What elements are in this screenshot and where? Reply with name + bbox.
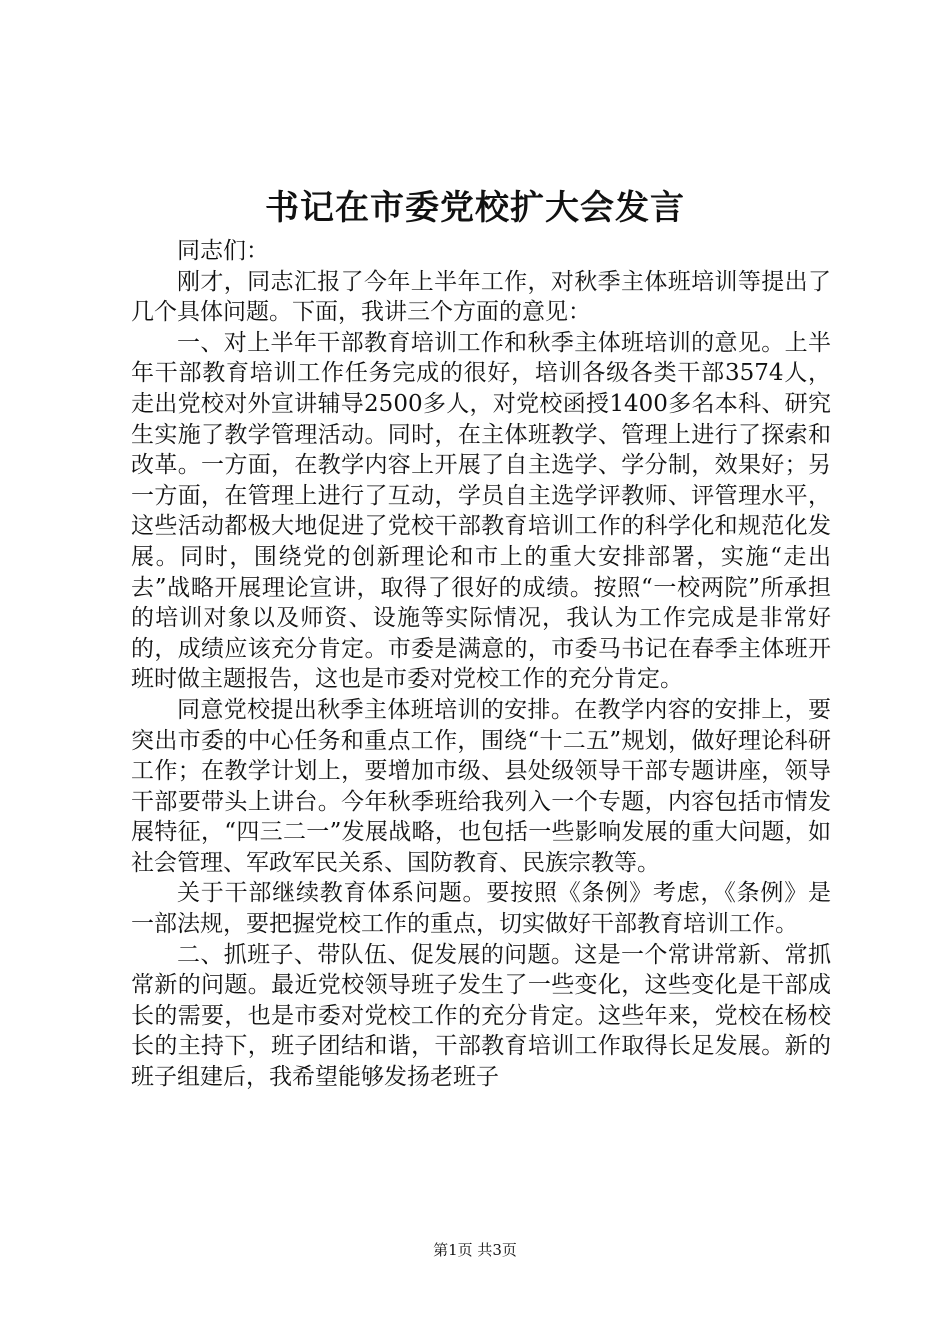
document-title: 书记在市委党校扩大会发言 <box>265 188 685 228</box>
paragraph-greeting: 同志们： <box>177 238 269 264</box>
paragraph-intro: 刚才，同志汇报了今年上半年工作，对秋季主体班培训等提出了几个具体问题。下面，我讲三个方面的意见： <box>131 268 831 326</box>
document-body <box>131 236 831 1093</box>
paragraph-continuing-education: 关于干部继续教育体系问题。要按照《条例》考虑，《条例》是一部法规，要把握党校工作的重点，切实做好干部教育培训工作。 <box>131 880 831 938</box>
paragraph-section-two: 二、抓班子、带队伍、促发展的问题。这是一个常讲常新、常抓常新的问题。最近党校领导班子发生了一些变化，这些变化是干部成长的需要，也是市委对党校工作的充分肯定。这些年来，党校在杨校长的主持下，班子团结和谐，干部教育培训工作取得长足发展。新的班子组建后，我希望能够发扬老班子 <box>131 941 831 1091</box>
paragraph-section-one: 一、对上半年干部教育培训工作和秋季主体班培训的意见。上半年干部教育培训工作任务完成的很好，培训各级各类干部3574人，走出党校对外宣讲辅导2500多人，对党校函授1400多名本科、研究生实施了教学管理活动。同时，在主体班教学、管理上进行了探索和改革。一方面，在教学内容上开展了自主选学、学分制，效果好；另一方面，在管理上进行了互动，学员自主选学评教师、评管理水平，这些活动都极大地促进了党校干部教育培训工作的科学化和规范化发展。同时，围绕党的创新理论和市上的重大安排部署，实施“走出去”战略开展理论宣讲，取得了很好的成绩。按照“一校两院”所承担的培训对象以及师资、设施等实际情况，我认为工作完成是非常好的，成绩应该充分肯定。市委是满意的，市委马书记在春季主体班开班时做主题报告，这也是市委对党校工作的充分肯定。 <box>131 329 831 693</box>
page-number-footer: 第1页 共3页 <box>433 1241 517 1259</box>
paragraph-autumn-training: 同意党校提出秋季主体班培训的安排。在教学内容的安排上，要突出市委的中心任务和重点工作，围绕“十二五”规划，做好理论科研工作；在教学计划上，要增加市级、县处级领导干部专题讲座，领导干部要带头上讲台。今年秋季班给我列入一个专题，内容包括市情发展特征，“四三二一”发展战略，也包括一些影响发展的重大问题，如社会管理、军政军民关系、国防教育、民族宗教等。 <box>131 696 831 876</box>
